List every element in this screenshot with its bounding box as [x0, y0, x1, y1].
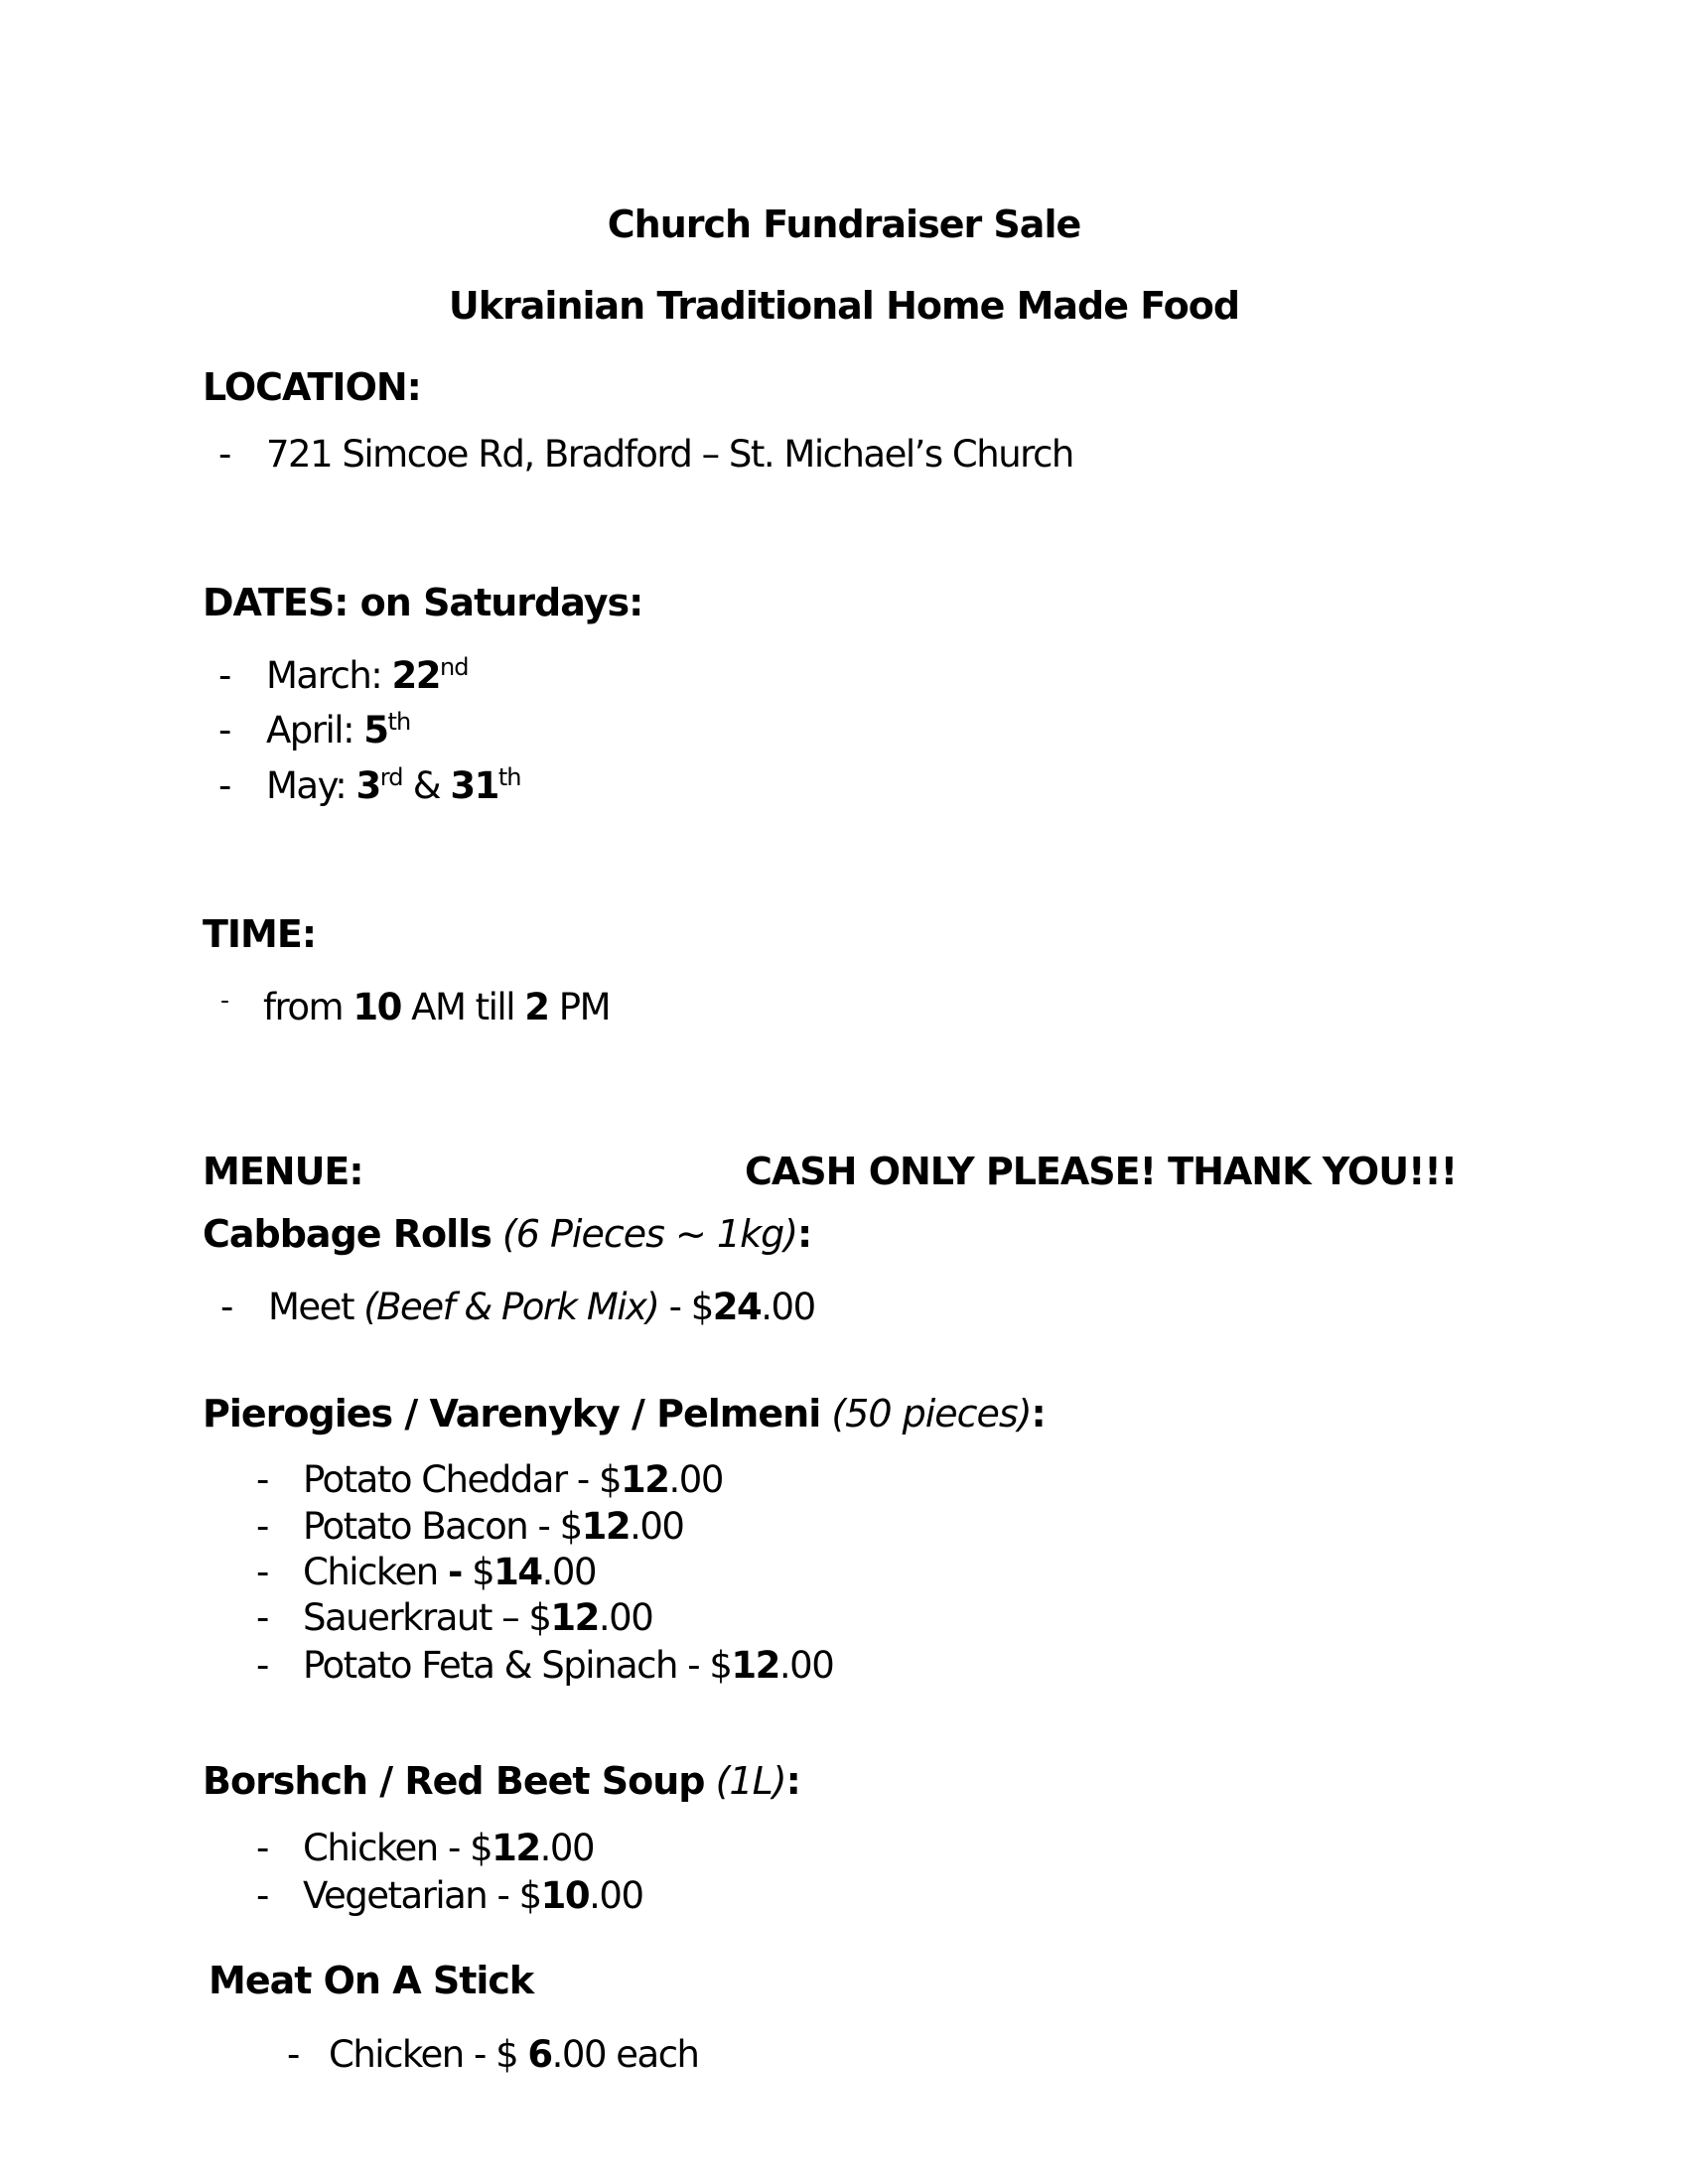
- time-item-text: [263, 986, 610, 1028]
- page-title: [0, 201, 1688, 248]
- text-run: (6 Pieces ~ 1kg): [491, 1212, 798, 1256]
- text-run: Church Fundraiser Sale: [607, 203, 1081, 246]
- text-run: 2: [524, 986, 549, 1028]
- text-run: rd: [379, 763, 403, 791]
- menu-item: [256, 1549, 596, 1596]
- menu-item: [256, 1503, 683, 1551]
- text-run: Vegetarian - $: [303, 1874, 541, 1917]
- text-run: .00: [598, 1596, 653, 1639]
- text-run: May:: [266, 764, 356, 807]
- bullet-dash: -: [218, 654, 230, 697]
- text-run: 10: [540, 1874, 590, 1917]
- location-item-text: [266, 433, 1073, 476]
- bullet-dash: -: [220, 986, 228, 1015]
- text-run: .00: [541, 1551, 597, 1593]
- bullet-dash: -: [220, 1286, 232, 1328]
- page-subtitle: [0, 282, 1688, 330]
- text-run: :: [797, 1212, 812, 1256]
- text-run: LOCATION:: [203, 365, 421, 409]
- bullet-dash: -: [256, 1596, 268, 1639]
- text-run: DATES: on Saturdays:: [203, 581, 643, 624]
- text-run: .00: [778, 1644, 834, 1687]
- text-run: Cabbage Rolls: [203, 1212, 492, 1256]
- text-run: CASH ONLY PLEASE! THANK YOU!!!: [745, 1150, 1458, 1193]
- time-item: [220, 984, 610, 1035]
- section-heading-pierogies: [203, 1390, 1046, 1437]
- menu-item-text: [303, 1596, 652, 1639]
- bullet-dash: -: [256, 1644, 268, 1687]
- text-run: $: [461, 1551, 494, 1593]
- text-run: .00: [589, 1874, 643, 1917]
- location-item: [218, 431, 1073, 478]
- date-item-april: [218, 707, 410, 758]
- menu-item: [256, 1594, 652, 1642]
- text-run: March:: [266, 654, 392, 697]
- text-run: TIME:: [203, 912, 317, 956]
- text-run: AM till: [400, 986, 525, 1028]
- text-run: nd: [440, 653, 469, 681]
- dates-heading: [203, 579, 642, 626]
- text-run: .00: [668, 1458, 723, 1501]
- bullet-dash: -: [218, 433, 230, 476]
- text-run: th: [387, 708, 411, 736]
- bullet-dash: -: [256, 1458, 268, 1501]
- text-run: April:: [266, 709, 364, 751]
- text-run: :: [785, 1759, 800, 1803]
- location-heading: [203, 363, 421, 411]
- menu-item-text: [303, 1551, 596, 1593]
- text-run: Ukrainian Traditional Home Made Food: [448, 284, 1240, 328]
- text-run: .00: [761, 1286, 815, 1328]
- text-run: th: [497, 763, 521, 791]
- bullet-dash: -: [256, 1505, 268, 1548]
- text-run: 12: [621, 1458, 669, 1501]
- text-run: Pierogies / Varenyky / Pelmeni: [203, 1392, 821, 1435]
- bullet-dash: -: [287, 2033, 299, 2076]
- menu-item-text: [303, 1458, 723, 1501]
- bullet-dash: -: [218, 764, 230, 807]
- section-heading-borshch: [203, 1757, 800, 1805]
- text-run: .00: [539, 1827, 594, 1869]
- text-run: Potato Bacon - $: [303, 1505, 582, 1548]
- text-run: &: [402, 764, 451, 807]
- section-heading-meat-on-a-stick: [209, 1957, 533, 2004]
- menu-item: [256, 1456, 723, 1504]
- text-run: .00: [630, 1505, 684, 1548]
- menu-item-text: [303, 1505, 683, 1548]
- text-run: Chicken - $: [329, 2033, 528, 2076]
- text-run: Chicken - $: [303, 1827, 492, 1869]
- text-run: :: [1031, 1392, 1046, 1435]
- menu-heading: [203, 1148, 363, 1195]
- date-item-text: [266, 764, 520, 807]
- date-item-march: [218, 652, 468, 704]
- menu-item-text: [268, 1286, 815, 1328]
- text-run: 12: [492, 1827, 540, 1869]
- cash-only-notice: [745, 1148, 1457, 1195]
- menu-item-text: [303, 1827, 594, 1869]
- text-run: Sauerkraut – $: [303, 1596, 551, 1639]
- menu-item: [256, 1825, 594, 1872]
- bullet-dash: -: [256, 1874, 268, 1917]
- text-run: Meet: [268, 1286, 364, 1328]
- bullet-dash: -: [256, 1551, 268, 1593]
- text-run: 5: [363, 709, 388, 751]
- text-run: -: [448, 1551, 462, 1593]
- text-run: .00 each: [551, 2033, 699, 2076]
- text-run: Potato Cheddar - $: [303, 1458, 622, 1501]
- text-run: Chicken: [303, 1551, 448, 1593]
- bullet-dash: -: [256, 1827, 268, 1869]
- menu-item: [256, 1642, 833, 1690]
- text-run: 24: [712, 1286, 762, 1328]
- menu-item-text: [303, 1874, 643, 1917]
- time-heading: [203, 910, 316, 958]
- text-run: (1L): [704, 1759, 786, 1803]
- date-item-text: [266, 709, 410, 751]
- menu-item: [256, 1872, 643, 1920]
- text-run: (50 pieces): [820, 1392, 1032, 1435]
- text-run: MENUE:: [203, 1150, 363, 1193]
- text-run: 10: [352, 986, 401, 1028]
- text-run: Meat On A Stick: [209, 1959, 534, 2002]
- text-run: Borshch / Red Beet Soup: [203, 1759, 705, 1803]
- text-run: - $: [658, 1286, 713, 1328]
- text-run: Potato Feta & Spinach - $: [303, 1644, 732, 1687]
- bullet-dash: -: [218, 709, 230, 751]
- menu-item: [220, 1284, 815, 1331]
- menu-item-text: [303, 1644, 833, 1687]
- text-run: 3: [355, 764, 380, 807]
- text-run: 14: [493, 1551, 542, 1593]
- text-run: 721 Simcoe Rd, Bradford – St. Michael’s Church: [266, 433, 1073, 476]
- text-run: 22: [391, 654, 441, 697]
- menu-item: [287, 2031, 699, 2079]
- text-run: 12: [581, 1505, 631, 1548]
- text-run: 31: [450, 764, 498, 807]
- text-run: 12: [550, 1596, 599, 1639]
- text-run: from: [263, 986, 353, 1028]
- section-heading-cabbage-rolls: [203, 1210, 811, 1258]
- text-run: 6: [527, 2033, 552, 2076]
- date-item-text: [266, 654, 468, 697]
- text-run: (Beef & Pork Mix): [363, 1286, 659, 1328]
- text-run: PM: [548, 986, 610, 1028]
- menu-item-text: [329, 2033, 699, 2076]
- text-run: 12: [731, 1644, 779, 1687]
- date-item-may: [218, 762, 520, 814]
